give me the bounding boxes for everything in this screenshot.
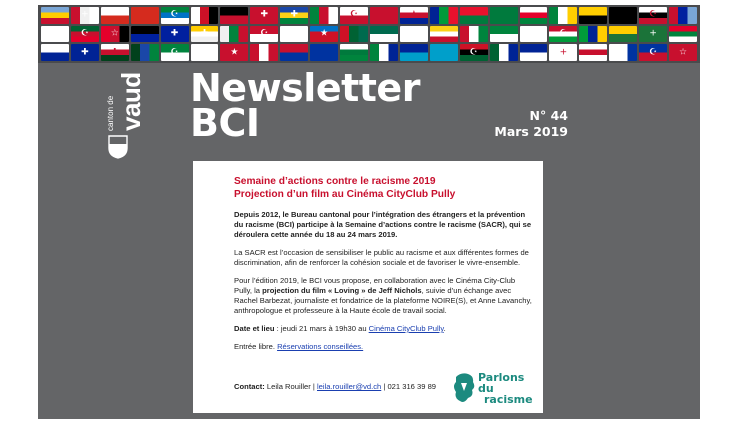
flag	[639, 26, 667, 43]
flag	[430, 7, 458, 24]
flag-emblem-icon: ★	[409, 9, 418, 20]
parlons-du-racisme-logo	[452, 370, 536, 406]
article-title-line1: Semaine d’actions contre le racisme 2019	[234, 176, 436, 187]
flag	[579, 44, 607, 61]
flag-emblem-icon: ☪	[559, 28, 568, 39]
flag	[609, 26, 637, 43]
flag	[609, 44, 637, 61]
flag	[460, 44, 488, 61]
flag-emblem-icon: ☪	[559, 9, 568, 20]
flag	[101, 7, 129, 24]
flag	[191, 44, 219, 61]
flag-emblem-icon: ✚	[260, 9, 269, 20]
flag	[579, 7, 607, 24]
flag	[71, 7, 99, 24]
film-title: projection du film « Loving » de Jeff Nichols	[262, 286, 422, 295]
flag	[430, 26, 458, 43]
flag	[370, 44, 398, 61]
flag	[161, 44, 189, 61]
flag-emblem-icon: ☆	[200, 9, 209, 20]
flag	[400, 26, 428, 43]
flag	[549, 26, 577, 43]
flag	[71, 26, 99, 43]
canton-label: canton de	[106, 95, 115, 131]
flag	[191, 26, 219, 43]
entry-info	[234, 342, 533, 352]
flag	[310, 44, 338, 61]
entry-text: Entrée libre.	[234, 342, 278, 351]
flag	[310, 7, 338, 24]
venue-link[interactable]: Cinéma CityClub Pully	[368, 324, 444, 333]
flag-emblem-icon: ☪	[349, 9, 359, 20]
flag	[131, 26, 159, 43]
article-paragraph-2: La SACR est l’occasion de sensibiliser le public au racisme et aux différentes formes de discrimination, afin de renforcer la cohésion sociale et de favoriser le vivre-ensemble.	[234, 248, 529, 267]
flag	[370, 7, 398, 24]
article-title	[234, 175, 533, 201]
flag-emblem-icon: ✚	[110, 46, 119, 57]
flag	[549, 7, 577, 24]
flag	[490, 44, 518, 61]
flag-emblem-icon: ☪	[649, 9, 658, 20]
logo-line2: racisme	[484, 393, 533, 406]
contact-line	[234, 382, 436, 392]
flag	[400, 44, 428, 61]
flag-emblem-icon: ☪	[379, 46, 388, 57]
newsletter-title	[190, 66, 420, 145]
flag-emblem-icon: ☪	[80, 28, 89, 39]
contact-name: Leila Rouiller |	[264, 382, 317, 391]
issue-number: N° 44	[529, 108, 568, 123]
flag	[669, 26, 697, 43]
flag-emblem-icon: ☪	[649, 46, 658, 57]
flag	[340, 44, 368, 61]
flag	[669, 44, 697, 61]
article-paragraph-3	[234, 276, 533, 316]
logo-line1: Parlons du	[478, 371, 525, 395]
flag	[310, 26, 338, 43]
flag-emblem-icon: ☆	[110, 28, 119, 39]
date-label: Date et lieu	[234, 324, 275, 333]
issue-info	[494, 108, 568, 140]
flag	[250, 44, 278, 61]
flag	[520, 44, 548, 61]
flag-emblem-icon: ★	[320, 28, 329, 39]
flag-emblem-icon: ✚	[290, 9, 298, 20]
flag	[71, 44, 99, 61]
flag	[430, 44, 458, 61]
flag	[250, 7, 278, 24]
contact-label: Contact:	[234, 382, 265, 391]
flag	[101, 44, 129, 61]
flag	[669, 7, 697, 24]
canton-vaud-logo	[104, 69, 148, 161]
flag	[609, 7, 637, 24]
flag-emblem-icon: ☪	[469, 28, 478, 39]
article-intro: Depuis 2012, le Bureau cantonal pour l’intégration des étrangers et la prévention du racisme (BCI) participe à la Semaine d’actions contre le racisme (SACR), qui se déroulera cette année du 18 au 24 mars 2019.	[234, 210, 532, 239]
flag	[370, 26, 398, 43]
flag	[460, 7, 488, 24]
flag	[579, 26, 607, 43]
flag	[41, 44, 69, 61]
para3-text-c: , suivie d’un échange avec Rachel Barbezat, journaliste et fondatrice de la plateforme NOIRE(S), et Anne Lavanchy, anthropologue et professeure à la Haute école de travail social.	[234, 286, 532, 315]
logo-text	[478, 372, 536, 405]
flags-strip	[38, 5, 700, 63]
flag-emblem-icon: ☪	[170, 46, 179, 57]
flag	[400, 7, 428, 24]
flag	[161, 7, 189, 24]
flag	[161, 26, 189, 43]
flag-emblem-icon: ✚	[81, 46, 89, 57]
flag	[549, 44, 577, 61]
flag	[41, 7, 69, 24]
flag	[280, 26, 308, 43]
para3-text-a: Pour l’édition 2019, le BCI vous propose, en collaboration avec le Cinéma City-Club Pully, la	[234, 276, 516, 295]
flag	[191, 7, 219, 24]
flag-emblem-icon: +	[559, 46, 568, 57]
vaud-wordmark: vaud	[116, 72, 146, 131]
title-line1: Newsletter	[190, 66, 420, 110]
flag-emblem-icon: +	[649, 28, 657, 39]
flag	[520, 7, 548, 24]
reservation-link[interactable]: Réservations conseillées.	[277, 342, 364, 351]
flag	[639, 7, 667, 24]
contact-email-link[interactable]: leila.rouiller@vd.ch	[317, 382, 382, 391]
flag	[250, 26, 278, 43]
flag-emblem-icon: ☆	[678, 46, 688, 57]
flag-emblem-icon: ☪	[260, 28, 269, 39]
flag	[340, 26, 368, 43]
flag	[520, 26, 548, 43]
contact-phone: | 021 316 39 89	[381, 382, 437, 391]
flag	[220, 44, 248, 61]
article-title-line2: Projection d’un film au Cinéma CityClub Pully	[234, 189, 456, 200]
flag	[101, 26, 129, 43]
article-card	[193, 161, 543, 413]
flag-emblem-icon: ☪	[170, 9, 179, 20]
flag-emblem-icon: ✚	[170, 28, 179, 39]
flag	[220, 7, 248, 24]
title-line2: BCI	[190, 101, 260, 145]
flag	[639, 44, 667, 61]
flag	[131, 44, 159, 61]
flag	[41, 26, 69, 43]
date-and-place: Date et lieu : jeudi 21 mars à 19h30 au Cinéma CityClub Pully.	[234, 324, 446, 333]
flag	[340, 7, 368, 24]
newsletter-banner	[38, 5, 700, 419]
flag	[460, 26, 488, 43]
vaud-shield-icon	[108, 135, 128, 159]
flag-emblem-icon: ☪	[469, 46, 478, 57]
flag	[490, 7, 518, 24]
flag	[220, 26, 248, 43]
flag-emblem-icon: ★	[230, 46, 239, 57]
flag	[280, 44, 308, 61]
date-text: : jeudi 21 mars à 19h30 au	[274, 324, 369, 333]
issue-date: Mars 2019	[494, 124, 568, 139]
flag	[280, 7, 308, 24]
flag	[131, 7, 159, 24]
vaud-map-icon	[452, 371, 478, 405]
flag	[490, 26, 518, 43]
flag-emblem-icon: +	[81, 9, 89, 20]
flag-emblem-icon: ✚	[200, 28, 209, 39]
